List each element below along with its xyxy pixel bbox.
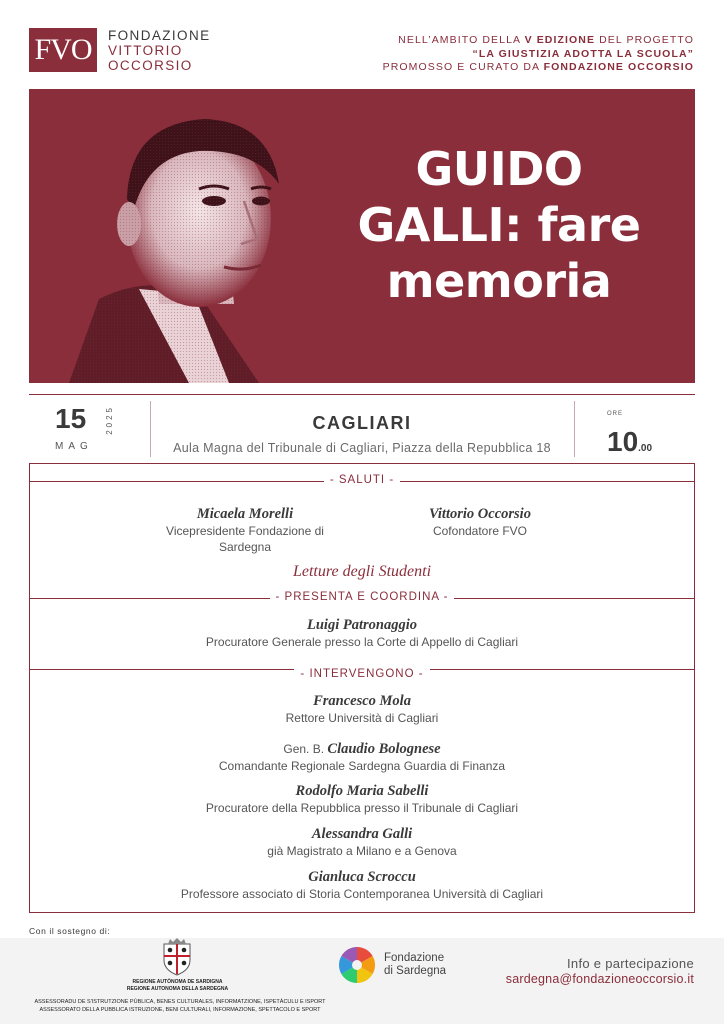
event-title xyxy=(329,141,669,309)
speaker-presenta xyxy=(30,617,694,650)
student-readings: Letture degli Studenti xyxy=(292,563,432,580)
speaker-role: Professore associato di Storia Contemporanea Università di Cagliari xyxy=(180,887,544,901)
project-line-1: NELL’AMBITO DELLA V EDIZIONE DEL PROGETTO xyxy=(398,34,694,46)
title-line: memoria xyxy=(386,254,612,308)
hero-banner xyxy=(29,89,695,383)
speaker-saluti-1 xyxy=(140,506,350,555)
speaker-name: Vittorio Occorsio xyxy=(429,506,531,522)
speaker-intervengono-4 xyxy=(30,826,694,859)
speaker-role: Sardegna xyxy=(218,540,272,554)
foundation-name-line: OCCORSIO xyxy=(108,58,193,73)
foundation-name xyxy=(108,28,211,73)
time-label: ORE xyxy=(607,411,624,417)
sponsor-label: Con il sostegno di: xyxy=(29,926,111,936)
speaker-role: Rettore Università di Cagliari xyxy=(285,711,439,725)
section-label-saluti: - SALUTI - xyxy=(30,474,694,486)
fondazione-sardegna-name: Fondazione di Sardegna xyxy=(384,952,447,977)
speaker-intervengono-2 xyxy=(30,741,694,774)
event-place: Aula Magna del Tribunale di Cagliari, Piazza della Repubblica 18 xyxy=(173,441,551,455)
fondazione-sardegna-logo-icon xyxy=(338,946,376,984)
speaker-name: Luigi Patronaggio xyxy=(307,617,417,633)
speaker-name: Gianluca Scroccu xyxy=(308,869,416,885)
speaker-intervengono-3 xyxy=(30,783,694,816)
event-day: 15 xyxy=(55,403,87,434)
contact-title: Info e partecipazione xyxy=(567,956,694,971)
portrait-image xyxy=(29,89,349,383)
speaker-role: già Magistrato a Milano e a Genova xyxy=(267,844,457,858)
project-line-2: “LA GIUSTIZIA ADOTTA LA SCUOLA” xyxy=(472,47,694,60)
fvo-logo xyxy=(29,28,97,72)
speaker-intervengono-5 xyxy=(30,869,694,902)
event-city: CAGLIARI xyxy=(312,413,412,433)
speaker-intervengono-1 xyxy=(30,693,694,726)
event-info-bar xyxy=(29,394,695,464)
regione-sardegna-emblem-icon xyxy=(160,938,194,976)
speaker-name: Gen. B. Claudio Bolognese xyxy=(283,741,441,757)
speaker-name: Alessandra Galli xyxy=(311,826,413,842)
speaker-role: Procuratore Generale presso la Corte di Appello di Cagliari xyxy=(205,635,519,649)
speaker-role: Comandante Regionale Sardegna Guardia di Finanza xyxy=(218,759,506,773)
project-line-3: PROMOSSO E CURATO DA FONDAZIONE OCCORSIO xyxy=(382,61,694,73)
event-time: 10.00 xyxy=(607,426,653,457)
regione-sardegna-name: REGIONE AUTÒNOMA DE SARDIGNA REGIONE AUTONOMA DELLA SARDEGNA xyxy=(126,979,229,992)
event-month: MAG xyxy=(55,441,93,452)
project-info xyxy=(383,34,694,75)
foundation-name-line: VITTORIO xyxy=(108,43,183,58)
footer xyxy=(0,938,724,1024)
speaker-name: Micaela Morelli xyxy=(196,506,294,522)
logo-mark: FVO xyxy=(34,33,92,66)
speaker-saluti-2 xyxy=(390,506,570,539)
speaker-name: Rodolfo Maria Sabelli xyxy=(295,783,429,799)
title-line: GALLI: fare xyxy=(357,198,641,252)
regione-sardegna-department: ASSESSORADU DE S'ISTRUTZIONE PÙBLICA, BENES CULTURALES, INFORMATZIONE, ISPETÀCULU E ISPORT ASSESSORATO DELLA PUBBLICA ISTRUZIONE, BENI CULTURALI, INFORMAZIONE, SPETTACOLO E SPORT xyxy=(34,999,326,1013)
speaker-name: Francesco Mola xyxy=(313,693,411,709)
program-box xyxy=(29,463,695,913)
speaker-role: Cofondatore FVO xyxy=(432,524,528,538)
divider xyxy=(574,401,575,457)
speaker-role: Procuratore della Repubblica presso il Tribunale di Cagliari xyxy=(205,801,519,815)
event-year: 2025 xyxy=(105,405,114,435)
foundation-name-line: FONDAZIONE xyxy=(108,28,211,43)
speaker-role: Vicepresidente Fondazione di xyxy=(166,524,324,538)
section-label-intervengono: - INTERVENGONO - xyxy=(30,668,694,680)
section-label-presenta: - PRESENTA E COORDINA - xyxy=(30,591,694,603)
contact-email-link[interactable]: sardegna@fondazioneoccorsio.it xyxy=(505,972,694,986)
title-line: GUIDO xyxy=(415,142,583,196)
